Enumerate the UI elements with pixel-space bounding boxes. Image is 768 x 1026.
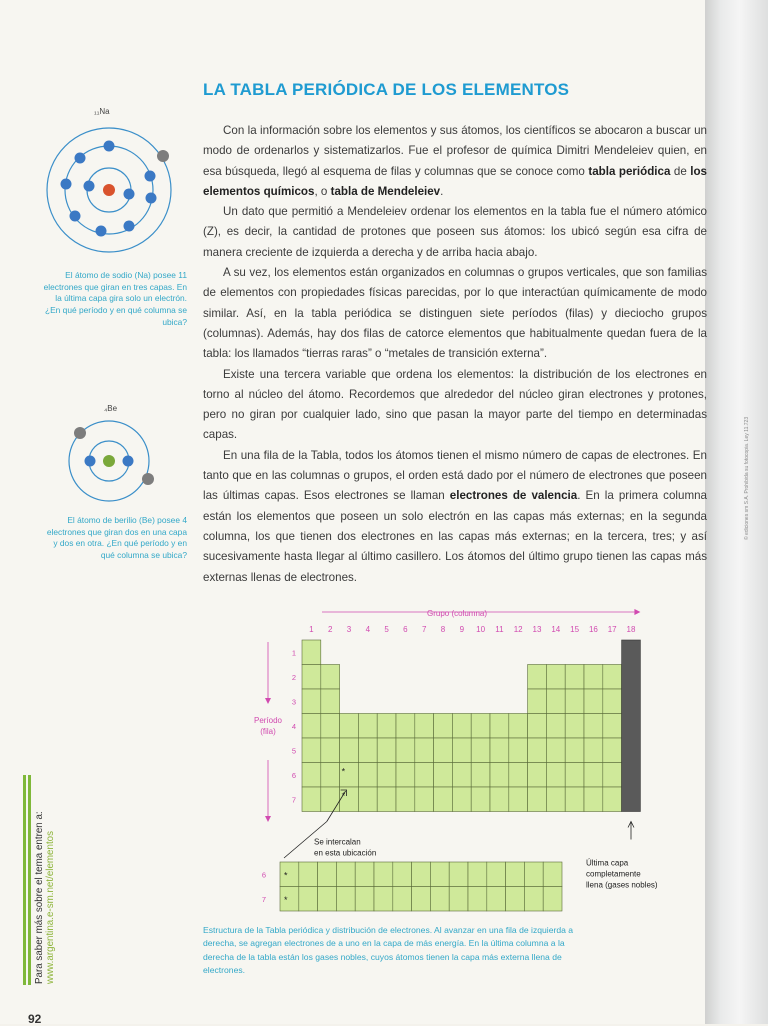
table-cell: [415, 714, 434, 739]
table-cell: [603, 689, 622, 714]
table-cell: [396, 738, 415, 763]
table-cell: [302, 787, 321, 812]
bold-term: los elementos químicos: [203, 164, 708, 198]
table-cell: [358, 763, 377, 788]
text-run: . En la primera columna están los elementos que poseen un solo electrón en las capas más externas; en la segunda columna, los que tienen dos electrones en las capas más externas; en la tercera, tres; y así sucesivamente hasta llegar al último casillero. Los átomos del último grupo tienen las capas más externas llenas de electrones.: [203, 489, 708, 584]
table-cell: [509, 714, 528, 739]
table-cell: [528, 787, 547, 812]
lanthanide-cell: [468, 862, 487, 887]
beryllium-label: ₄Be: [104, 404, 118, 413]
insert-label: en esta ubicación: [314, 848, 377, 858]
side-link-text: Para saber más sobre el tema entren a:: [34, 811, 45, 984]
group-number: 2: [327, 625, 333, 634]
table-cell: [528, 689, 547, 714]
table-cell: [509, 763, 528, 788]
lanthanide-cell: [449, 862, 468, 887]
group-number: 16: [588, 625, 598, 634]
table-cell: [490, 763, 509, 788]
beryllium-atom-diagram: [62, 417, 162, 507]
bold-term: electrones de valencia: [449, 489, 578, 503]
side-bar-accent: [23, 775, 26, 985]
text-run: .: [440, 184, 444, 198]
period-label: Período: [253, 716, 283, 725]
lanthanide-cell: [506, 862, 525, 887]
table-cell: [452, 738, 471, 763]
text-run: En una fila de la Tabla, todos los átomos tienen el mismo número de capas de electrones. En tanto que en las columnas o grupos, el orden está dado por el número de electrones que poseen las últimas capas. Esos electrones se llaman: [203, 448, 707, 503]
table-cell: [302, 714, 321, 739]
table-cell: [565, 738, 584, 763]
table-cell: [321, 763, 340, 788]
side-bar-accent: [28, 775, 31, 985]
period-arrowhead: [265, 698, 271, 704]
table-cell: [603, 787, 622, 812]
lanthanide-cell: [374, 887, 393, 912]
table-cell: [302, 640, 321, 665]
table-cell: [452, 763, 471, 788]
table-cell: [321, 787, 340, 812]
table-cell: [546, 689, 565, 714]
lanthanide-cell: [299, 862, 318, 887]
electron: [75, 153, 86, 164]
electron: [124, 189, 135, 200]
sodium-atom-diagram: [33, 118, 183, 268]
noble-label: Última capa: [586, 858, 629, 868]
table-cell: [565, 665, 584, 690]
group-number: 11: [495, 625, 504, 634]
table-cell: [490, 738, 509, 763]
lanthanide-cell: [487, 862, 506, 887]
group-number: 5: [384, 625, 389, 634]
table-cell: [377, 763, 396, 788]
valence-electron: [142, 473, 154, 485]
table-cell: [434, 738, 453, 763]
table-cell: [565, 787, 584, 812]
table-cell: [452, 714, 471, 739]
electron: [145, 171, 156, 182]
noble-label: llena (gases nobles): [586, 880, 658, 890]
text-run: Con la información sobre los elementos y sus átomos, los científicos se abocaron a buscar un modo de ordenarlos y sistematizarlos. Fue el profesor de química Dimitri Mendeleiev quien, en esa búsqueda, llegó al esquema de filas y columnas que se conoce como: [203, 124, 707, 178]
group-label: Grupo (columna): [427, 609, 488, 618]
lanthanide-cell: [543, 887, 562, 912]
period-arrowhead: [265, 816, 271, 822]
table-cell: [584, 738, 603, 763]
table-cell: [321, 738, 340, 763]
table-cell: [377, 738, 396, 763]
table-cell: [321, 665, 340, 690]
table-cell: [302, 763, 321, 788]
table-cell: [471, 787, 490, 812]
table-cell: [358, 714, 377, 739]
electron: [85, 456, 96, 467]
lanthanide-row-number: 6: [261, 870, 267, 880]
text-run: , o: [314, 184, 331, 198]
table-cell: [471, 738, 490, 763]
period-label: (fila): [260, 727, 276, 736]
body-paragraph: [203, 121, 707, 202]
table-cell: [603, 738, 622, 763]
table-cell: [321, 714, 340, 739]
group-number: 8: [440, 625, 446, 634]
group-number: 10: [476, 625, 486, 634]
lanthanide-marker: *: [284, 870, 288, 881]
group-number: 3: [346, 625, 352, 634]
table-cell: [565, 763, 584, 788]
lanthanide-cell: [412, 862, 431, 887]
lanthanide-cell: [299, 887, 318, 912]
lanthanide-cell: [280, 887, 299, 912]
table-cell: [340, 738, 359, 763]
text-run: Un dato que permitió a Mendeleiev ordenar los elementos en la tabla fue el número atómico (Z), es decir, la cantidad de protones que poseen sus átomos: los ubicó según esa cifra de manera creciente de izquierda a derecha y de arriba hacia abajo.: [203, 205, 707, 259]
table-cell: [490, 714, 509, 739]
table-cell: [528, 763, 547, 788]
group-number: 1: [309, 625, 314, 634]
nucleus: [103, 455, 115, 467]
table-cell: [565, 714, 584, 739]
period-number: 5: [291, 746, 297, 756]
lanthanide-cell: [280, 862, 299, 887]
table-cell: [321, 689, 340, 714]
table-cell: [528, 738, 547, 763]
electron: [61, 179, 72, 190]
table-cell: [546, 714, 565, 739]
noble-gas-column: [622, 640, 641, 812]
lanthanide-cell: [393, 887, 412, 912]
group-number: 4: [365, 625, 371, 634]
beryllium-caption: El átomo de berilio (Be) posee 4 electrones que giran dos en una capa y dos en otra. ¿En qué período y en qué columna se ubica?: [46, 515, 187, 561]
table-cell: [603, 714, 622, 739]
electron: [104, 141, 115, 152]
table-cell: [377, 714, 396, 739]
table-cell: [434, 714, 453, 739]
table-cell: [471, 763, 490, 788]
table-cell: [452, 787, 471, 812]
electron: [146, 193, 157, 204]
lanthanide-cell: [468, 887, 487, 912]
group-number: 7: [421, 625, 427, 634]
table-cell: [490, 787, 509, 812]
table-cell: [584, 689, 603, 714]
lanthanide-cell: [393, 862, 412, 887]
insert-label: Se intercalan: [314, 837, 361, 847]
body-paragraph: [203, 263, 707, 364]
period-number: 2: [291, 672, 297, 682]
group-arrowhead: [634, 609, 640, 615]
table-cell: [302, 738, 321, 763]
group-number: 18: [626, 625, 636, 634]
lanthanide-cell: [487, 887, 506, 912]
electron: [96, 226, 107, 237]
table-cell: [603, 763, 622, 788]
table-cell: [396, 763, 415, 788]
table-cell: [396, 787, 415, 812]
lanthanide-cell: [336, 862, 355, 887]
table-cell: [358, 787, 377, 812]
valence-electron: [74, 427, 86, 439]
sodium-label: ₁₁Na: [94, 107, 110, 116]
lanthanide-marker: *: [284, 894, 288, 905]
insert-marker: *: [341, 791, 346, 801]
body-paragraph: [203, 446, 707, 588]
body-paragraph: [203, 202, 707, 263]
table-cell: [565, 689, 584, 714]
lanthanide-cell: [412, 887, 431, 912]
group-number: 9: [459, 625, 465, 634]
electron: [70, 211, 81, 222]
lanthanide-cell: [430, 887, 449, 912]
table-cell: [546, 763, 565, 788]
table-cell: [434, 787, 453, 812]
page-title: LA TABLA PERIÓDICA DE LOS ELEMENTOS: [203, 80, 570, 99]
table-cell: [546, 665, 565, 690]
lanthanide-cell: [355, 862, 374, 887]
lanthanide-cell: [318, 887, 337, 912]
table-cell: [509, 787, 528, 812]
table-cell: [584, 763, 603, 788]
table-cell: [603, 665, 622, 690]
nucleus: [103, 184, 115, 196]
periodic-table-diagram: [240, 600, 660, 920]
side-link-url[interactable]: www.argentina.e-sm.net/elementos: [45, 830, 56, 984]
text-run: de: [670, 164, 691, 178]
group-number: 15: [570, 625, 580, 634]
table-cell: [358, 738, 377, 763]
table-cell: [340, 714, 359, 739]
table-cell: [546, 787, 565, 812]
table-cell: [396, 714, 415, 739]
period-number: 4: [291, 721, 297, 731]
bold-term: tabla periódica: [588, 164, 671, 178]
table-cell: [415, 738, 434, 763]
table-cell: [584, 665, 603, 690]
lanthanide-row-number: 7: [261, 894, 267, 904]
lanthanide-cell: [524, 862, 543, 887]
lanthanide-cell: [318, 862, 337, 887]
lanthanide-cell: [506, 887, 525, 912]
noble-label: completamente: [586, 869, 641, 879]
side-link: [34, 811, 56, 984]
book-gutter: [705, 0, 768, 1024]
lanthanide-cell: [543, 862, 562, 887]
period-number: 3: [291, 697, 297, 707]
lanthanide-cell: [430, 862, 449, 887]
lanthanide-cell: [374, 862, 393, 887]
table-cell: [528, 665, 547, 690]
group-number: 6: [403, 625, 408, 634]
group-number: 12: [513, 625, 523, 634]
lanthanide-cell: [449, 887, 468, 912]
lanthanide-cell: [336, 887, 355, 912]
electron: [124, 221, 135, 232]
table-cell: [434, 763, 453, 788]
lanthanide-cell: [355, 887, 374, 912]
table-cell: [302, 665, 321, 690]
table-cell: [528, 714, 547, 739]
period-number: 1: [291, 648, 297, 658]
insert-marker: *: [341, 766, 346, 777]
table-cell: [546, 738, 565, 763]
group-number: 13: [532, 625, 542, 634]
table-cell: [584, 787, 603, 812]
lanthanide-cell: [524, 887, 543, 912]
body-paragraph: [203, 365, 707, 446]
text-run: A su vez, los elementos están organizados en columnas o grupos verticales, que son familias de elementos con propiedades físicas parecidas, por lo que interactúan químicamente de modo similar. Así, en la tabla periódica se distinguen siete períodos (filas) y dieciocho grupos (columnas). Además, hay dos filas de catorce elementos que habitualmente quedan fuera de la tabla: los llamados “tierras raras” o “metales de transición externa”.: [203, 266, 707, 361]
table-cell: [415, 787, 434, 812]
table-cell: [377, 787, 396, 812]
sodium-caption: El átomo de sodio (Na) posee 11 electrones que giran en tres capas. En la última capa gira solo un electrón. ¿En qué período y en qué columna se ubica?: [43, 270, 187, 327]
table-cell: [302, 689, 321, 714]
table-cell: [415, 763, 434, 788]
table-cell: [471, 714, 490, 739]
period-number: 7: [291, 795, 297, 805]
table-cell: [584, 714, 603, 739]
valence-electron: [157, 150, 169, 162]
electron: [84, 181, 95, 192]
group-number: 17: [607, 625, 617, 634]
period-number: 6: [291, 770, 297, 780]
group-number: 14: [551, 625, 561, 634]
body-text: [203, 121, 707, 588]
figure-caption: Estructura de la Tabla periódica y distribución de electrones. Al avanzar en una fila de izquierda a derecha, se agregan electrones de a uno en la capa de más energía. En la última columna a la derecha de la tabla están los gases nobles, cuyos átomos tienen la capa más externa llena de electrones.: [203, 925, 574, 975]
copyright-notice: © ediciones sm S.A. Prohibida su fotocopia. Ley 11.723: [744, 416, 750, 540]
electron: [123, 456, 134, 467]
text-run: Existe una tercera variable que ordena los elementos: la distribución de los electrones en torno al núcleo del átomo. Recordemos que alrededor del núcleo giran electrones y protones, pero no giran por cualquier lado, sino que pasan la mayor parte del tiempo en determinadas capas.: [203, 367, 707, 442]
page-number: 92: [28, 1012, 42, 1026]
table-cell: [509, 738, 528, 763]
bold-term: tabla de Mendeleiev: [330, 184, 441, 198]
